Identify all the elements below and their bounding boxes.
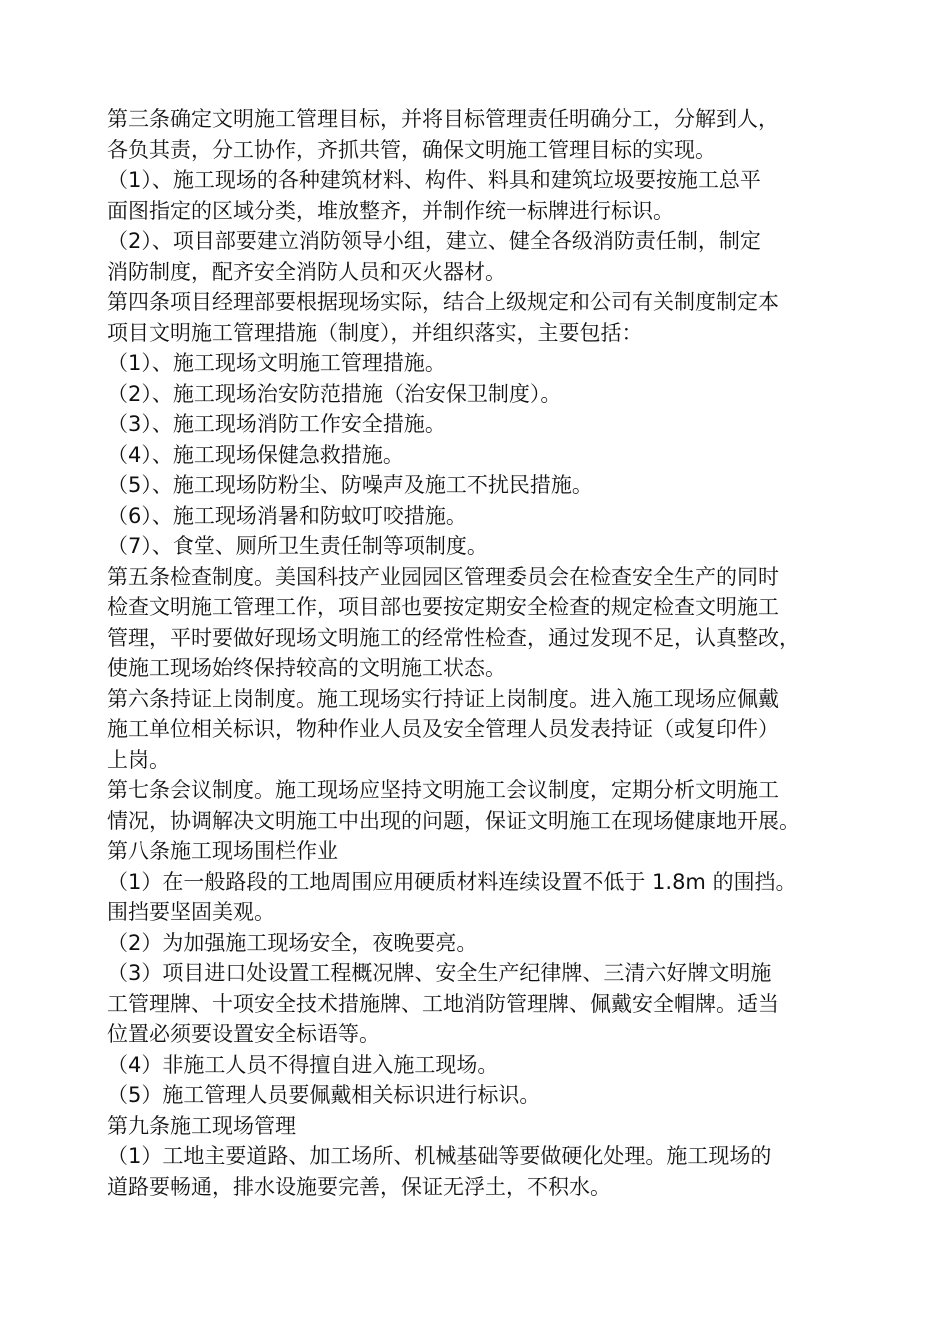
text-line: （1）、施工现场文明施工管理措施。 [107, 351, 446, 375]
text-line: （3）项目进口处设置工程概况牌、安全生产纪律牌、三清六好牌文明施 [107, 961, 772, 985]
text-line: 第五条检查制度。美国科技产业园园区管理委员会在检查安全生产的同时 [107, 564, 779, 589]
text-line: 施工单位相关标识，物种作业人员及安全管理人员发表持证（或复印件） [107, 717, 779, 741]
text-line: （5）、施工现场防粉尘、防噪声及施工不扰民措施。 [107, 473, 593, 497]
text-line: 第四条项目经理部要根据现场实际，结合上级规定和公司有关制度制定本 [107, 290, 779, 314]
text-line: 第三条确定文明施工管理目标，并将目标管理责任明确分工，分解到人， [107, 107, 779, 131]
text-line: （1）、施工现场的各种建筑材料、构件、料具和建筑垃圾要按施工总平 [107, 168, 761, 192]
text-line: （2）、施工现场治安防范措施（治安保卫制度）。 [107, 381, 562, 406]
text-line: 工管理牌、十项安全技术措施牌、工地消防管理牌、佩戴安全帽牌。适当 [107, 991, 779, 1016]
text-line: 第七条会议制度。施工现场应坚持文明施工会议制度，定期分析文明施工 [107, 778, 779, 802]
text-line: （1）在一般路段的工地周围应用硬质材料连续设置不低于 1.8m 的围挡。 [107, 869, 797, 894]
text-line: 位置必须要设置安全标语等。 [107, 1022, 380, 1046]
text-line: 上岗。 [107, 747, 170, 772]
text-line: 情况，协调解决文明施工中出现的问题，保证文明施工在现场健康地开展。 [107, 808, 800, 833]
text-line: （3）、施工现场消防工作安全措施。 [107, 412, 446, 436]
text-line: 项目文明施工管理措施（制度），并组织落实，主要包括： [107, 320, 643, 345]
text-line: 第九条施工现场管理 [107, 1113, 296, 1138]
text-line: 使施工现场始终保持较高的文明施工状态。 [107, 656, 506, 680]
text-line: 管理，平时要做好现场文明施工的经常性检查，通过发现不足，认真整改， [107, 625, 800, 650]
text-line: 检查文明施工管理工作，项目部也要按定期安全检查的规定检查文明施工 [107, 595, 779, 619]
text-line: 道路要畅通，排水设施要完善，保证无浮土，不积水。 [107, 1174, 611, 1199]
text-line: 第六条持证上岗制度。施工现场实行持证上岗制度。进入施工现场应佩戴 [107, 686, 779, 711]
text-line: 各负其责，分工协作，齐抓共管，确保文明施工管理目标的实现。 [107, 137, 716, 162]
text-line: （7）、食堂、厕所卫生责任制等项制度。 [107, 534, 488, 558]
text-line: （4）非施工人员不得擅自进入施工现场。 [107, 1052, 499, 1077]
text-line: （1）工地主要道路、加工场所、机械基础等要做硬化处理。施工现场的 [107, 1144, 772, 1168]
text-line: 消防制度，配齐安全消防人员和灭火器材。 [107, 259, 506, 284]
text-line: （4）、施工现场保健急救措施。 [107, 442, 404, 467]
text-line: （2）、项目部要建立消防领导小组，建立、健全各级消防责任制，制定 [107, 229, 761, 253]
text-line: 面图指定的区域分类，堆放整齐，并制作统一标牌进行标识。 [107, 198, 674, 223]
document-body [107, 104, 867, 1202]
text-line: 第八条施工现场围栏作业 [107, 839, 338, 863]
text-line: （6）、施工现场消暑和防蚊叮咬措施。 [107, 503, 467, 528]
text-line: （2）为加强施工现场安全，夜晚要亮。 [107, 930, 478, 955]
text-line: （5）施工管理人员要佩戴相关标识进行标识。 [107, 1083, 541, 1107]
text-line: 围挡要坚固美观。 [107, 900, 275, 924]
